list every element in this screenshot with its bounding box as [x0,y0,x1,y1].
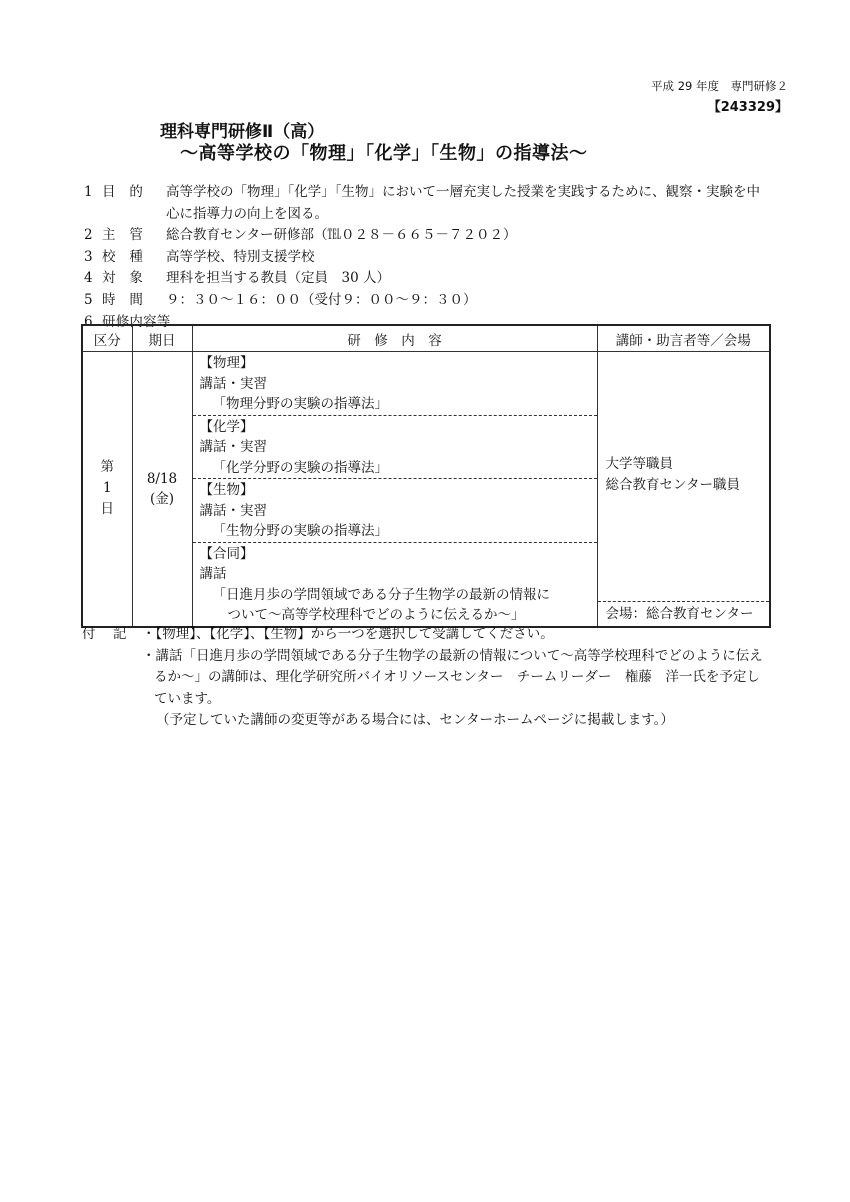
info-num: 3 [84,248,93,265]
content-block-physics [193,352,597,416]
table-row [82,352,770,627]
venue: 会場：総合教育センター [598,601,770,626]
info-row-time [84,290,784,312]
info-value: 高等学校、特別支援学校 [166,248,315,265]
block-heading: 【物理】 [199,355,254,371]
date-cell [132,352,192,627]
block-type: 講話 [199,566,227,582]
content-cell [192,352,597,627]
info-label: 対 象 [102,270,144,287]
note-row [82,689,782,711]
note-text: （予定していた講師の変更等がある場合には、センターホームページに掲載します。） [156,712,674,728]
day-label-char: 日 [100,501,114,518]
info-line: 高等学校の「物理」「化学」「生物」において一層充実した授業を実践するために、観察・実験を中 [166,184,760,200]
block-heading: 【合同】 [199,545,254,562]
block-topic: 「化学分野の実験の指導法」 [212,459,388,476]
note-row [82,710,782,732]
table-header-row [82,325,770,352]
content-block-chemistry [193,416,597,480]
lecturer-name: 総合教育センター職員 [605,477,740,493]
note-row [82,624,782,646]
course-title: 理科専門研修Ⅱ（高） [160,122,325,142]
lecturer-list [606,454,740,496]
info-label: 研修内容等 [102,313,171,330]
note-text: ・【物理】、【化学】、【生物】から一つを選択して受講してください。 [142,626,554,642]
course-subtitle: ～高等学校の「物理」「化学」「生物」の指導法～ [180,143,588,164]
info-row-organizer [84,225,784,247]
note-text: ています。 [154,690,221,707]
block-heading: 【化学】 [199,418,254,435]
weekday: (金) [149,490,175,507]
block-topic: 「日進月歩の学問領域である分子生物学の最新の情報に [212,586,550,603]
day-label [82,352,132,627]
info-label: 校 種 [102,248,144,265]
lecturer-name: 大学等職員 [605,456,673,472]
info-num: 4 [84,270,93,287]
info-label: 目 的 [102,184,144,200]
note-row [82,667,782,689]
info-label: 主 管 [102,227,144,244]
info-row-purpose [84,182,784,225]
block-topic: 「生物分野の実験の指導法」 [212,523,388,539]
note-row [82,646,782,668]
block-heading: 【生物】 [199,482,254,498]
note-text: るか～」の講師は、理化学研究所バイオリソースセンター チームリーダー 権藤 洋一氏を予定し [154,669,760,685]
day-label-char: 第 [100,459,114,476]
content-block-biology [193,479,597,543]
info-num: 5 [84,291,93,308]
year-label: 平成 29 年度 専門研修２ [651,79,788,93]
header-content: 研 修 内 容 [192,325,597,352]
block-type: 講話・実習 [199,375,267,392]
schedule-table [81,324,771,628]
info-value [166,182,784,225]
info-value: 理科を担当する教員（定員 30 人） [166,270,390,287]
info-row-school-type [84,247,784,269]
date: 8/18 [146,470,178,487]
notes [82,624,782,732]
block-type: 講話・実習 [199,439,267,455]
info-row-target [84,268,784,290]
course-info [84,182,784,333]
content-block-joint [193,543,597,626]
info-value: ９：３０～１６：００（受付９：００～９：３０） [166,291,477,308]
header-date: 期日 [132,325,192,352]
info-num: 1 [84,184,93,200]
info-num: 6 [84,313,93,330]
header-kubun: 区分 [82,325,132,352]
info-label: 時 間 [102,291,144,308]
info-num: 2 [84,227,93,244]
lecturer-cell [597,352,770,627]
notes-label: 付 記 [82,626,129,642]
day-label-char: 1 [102,480,112,497]
info-line: 心に指導力の向上を図る。 [166,205,328,222]
block-type: 講話・実習 [199,502,267,519]
note-text: ・講話「日進月歩の学問領域である分子生物学の最新の情報について～高等学校理科でどのように伝え [142,647,763,664]
block-topic: 「物理分野の実験の指導法」 [212,396,388,412]
header-lecturer: 講師・助言者等／会場 [597,325,770,352]
block-topic: ついて～高等学校理科でどのように伝えるか～」 [227,607,525,623]
info-value: 総合教育センター研修部（℡０２８－６６５－７２０２） [166,227,517,244]
course-code: 【243329】 [707,100,788,115]
